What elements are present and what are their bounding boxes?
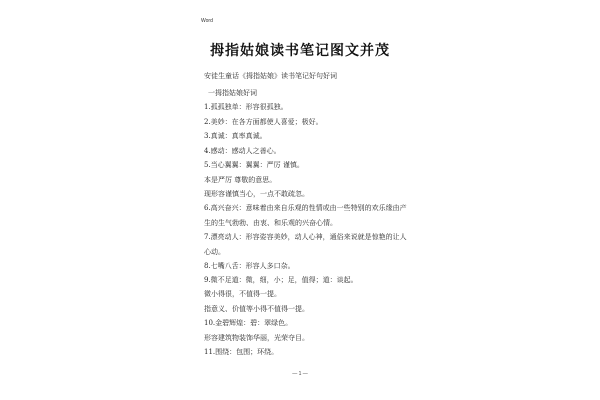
body-line: 生的生气勃勃、由衷、和乐观的兴奋心情。	[204, 219, 337, 227]
body-line: 8.七嘴八舌：形容人多口杂。	[204, 262, 295, 270]
body-line: 1.孤孤独单：形容很孤独。	[204, 103, 288, 111]
body-line: 心动。	[204, 248, 225, 256]
body-line: 现形容谨慎当心，一点不敢疏忽。	[204, 190, 309, 198]
page-number: — 1 —	[292, 371, 308, 377]
body-line: 微小得很，不值得一提。	[204, 290, 281, 298]
body-line: 9.微不足道：微，细，小；足，值得；道：谈起。	[204, 276, 358, 284]
body-line: 7.漂亮动人：形容姿容美妙，动人心神，通俗来说就是惊艳的让人	[204, 233, 407, 241]
body-line: 形容建筑物装饰华丽，光荣夺目。	[204, 334, 309, 342]
body-line: 安徒生童话《拇指姑娘》读书笔记好句好词	[204, 72, 337, 80]
document-title: 拇指姑娘读书笔记图文并茂	[210, 43, 390, 59]
body-line: 3.真诚：真率真诚。	[204, 132, 267, 140]
body-line: 一拇指姑娘好词	[208, 89, 257, 97]
body-line: 2.美妙：在各方面都使人喜爱；极好。	[204, 118, 323, 126]
body-line: 10.金碧辉煌：碧：翠绿色。	[204, 319, 293, 327]
body-line: 指意义、价值等小得不值得一提。	[204, 305, 309, 313]
body-line: 本是严厉 尊敬的意思。	[204, 176, 277, 184]
body-line: 4.感动：感动人之善心。	[204, 147, 281, 155]
body-line: 6.高兴奋兴：意味着由来自乐观的性情或由一些特别的欢乐缘由产	[204, 204, 407, 212]
body-line: 5.当心翼翼：翼翼：严厉 谨慎。	[204, 161, 304, 169]
body-line: 11.围绕：包围；环绕。	[204, 348, 279, 356]
app-label: Word	[201, 18, 213, 24]
